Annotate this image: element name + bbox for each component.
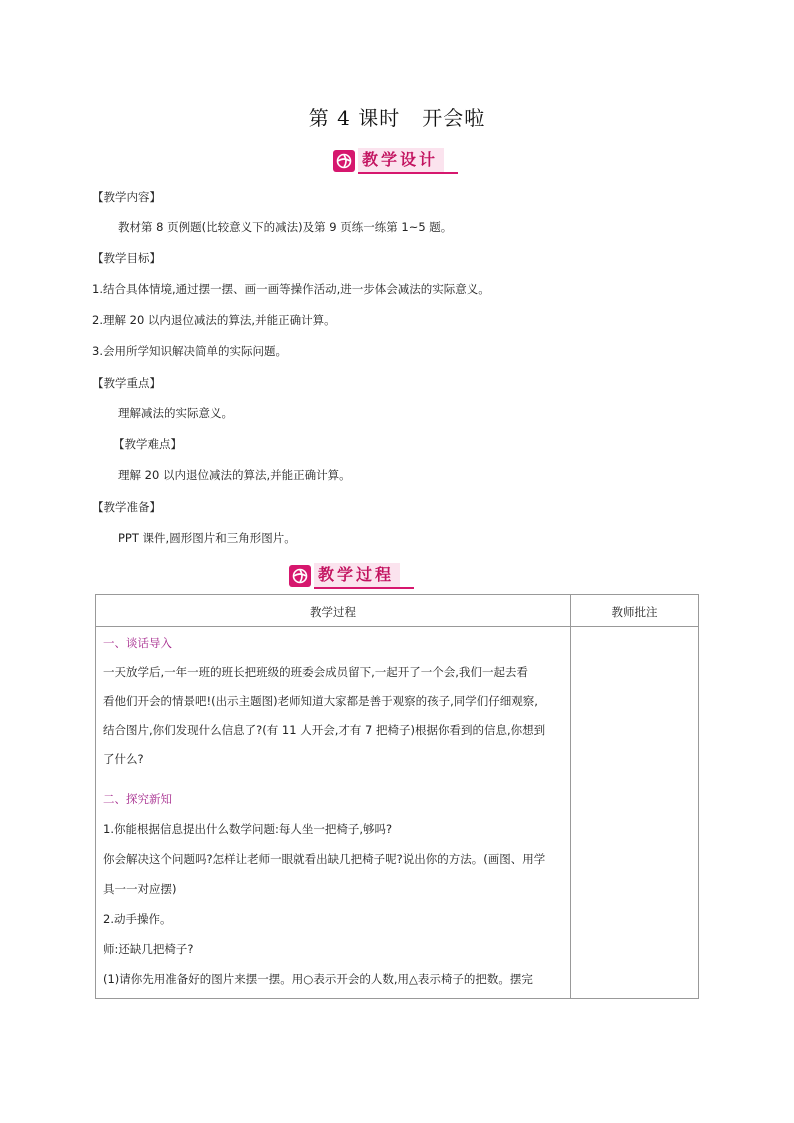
table-row: 你会解决这个问题吗?怎样让老师一眼就看出缺几把椅子呢?说出你的方法。(画图、用学: [103, 852, 546, 866]
section-intro: 一、谈话导入: [103, 636, 172, 650]
teaching-design-banner: [333, 147, 458, 175]
table-row: 师:还缺几把椅子?: [103, 942, 194, 956]
header-teacher-notes: 教师批注: [611, 605, 658, 619]
preparation-text: PPT 课件,圆形图片和三角形图片。: [118, 531, 296, 545]
table-row: 看他们开会的情景吧!(出示主题图)老师知道大家都是善于观察的孩子,同学们仔细观察,: [103, 694, 538, 708]
table-row: (1)请你先用准备好的图片来摆一摆。用○表示开会的人数,用△表示椅子的把数。摆完: [103, 972, 533, 986]
teaching-process-label: 教学过程: [314, 563, 400, 589]
page-title: [0, 102, 794, 131]
objective-3: 3.会用所学知识解决简单的实际问题。: [92, 344, 287, 358]
teaching-process-banner: [289, 562, 414, 590]
table-row: 具一一对应摆): [103, 882, 177, 896]
objective-1: 1.结合具体情境,通过摆一摆、画一画等操作活动,进一步体会减法的实际意义。: [92, 282, 490, 296]
teaching-design-label: 教学设计: [358, 148, 444, 174]
key-points-text: 理解减法的实际意义。: [118, 406, 233, 420]
objective-2: 2.理解 20 以内退位减法的算法,并能正确计算。: [92, 313, 336, 327]
swirl-icon: [333, 150, 355, 172]
table-row: 结合图片,你们发现什么信息了?(有 11 人开会,才有 7 把椅子)根据你看到的信息,你想到: [103, 723, 546, 737]
heading-difficulties: 【教学难点】: [113, 437, 182, 451]
section-explore: 二、探究新知: [103, 792, 172, 806]
lesson-name: 开会啦: [422, 106, 486, 130]
header-process: 教学过程: [310, 605, 356, 619]
swirl-icon: [289, 565, 311, 587]
heading-content: 【教学内容】: [92, 190, 161, 204]
table-row: 1.你能根据信息提出什么数学问题:每人坐一把椅子,够吗?: [103, 822, 393, 836]
difficulties-text: 理解 20 以内退位减法的算法,并能正确计算。: [118, 468, 351, 482]
heading-key-points: 【教学重点】: [92, 376, 161, 390]
lesson-number: 第 4 课时: [308, 106, 401, 130]
table-row: 一天放学后,一年一班的班长把班级的班委会成员留下,一起开了一个会,我们一起去看: [103, 665, 528, 679]
content-text: 教材第 8 页例题(比较意义下的减法)及第 9 页练一练第 1~5 题。: [118, 220, 453, 234]
table-row: 了什么?: [103, 752, 144, 766]
table-row: 2.动手操作。: [103, 912, 172, 926]
heading-preparation: 【教学准备】: [92, 500, 161, 514]
heading-objectives: 【教学目标】: [92, 251, 161, 265]
teaching-process-table: [95, 594, 699, 999]
